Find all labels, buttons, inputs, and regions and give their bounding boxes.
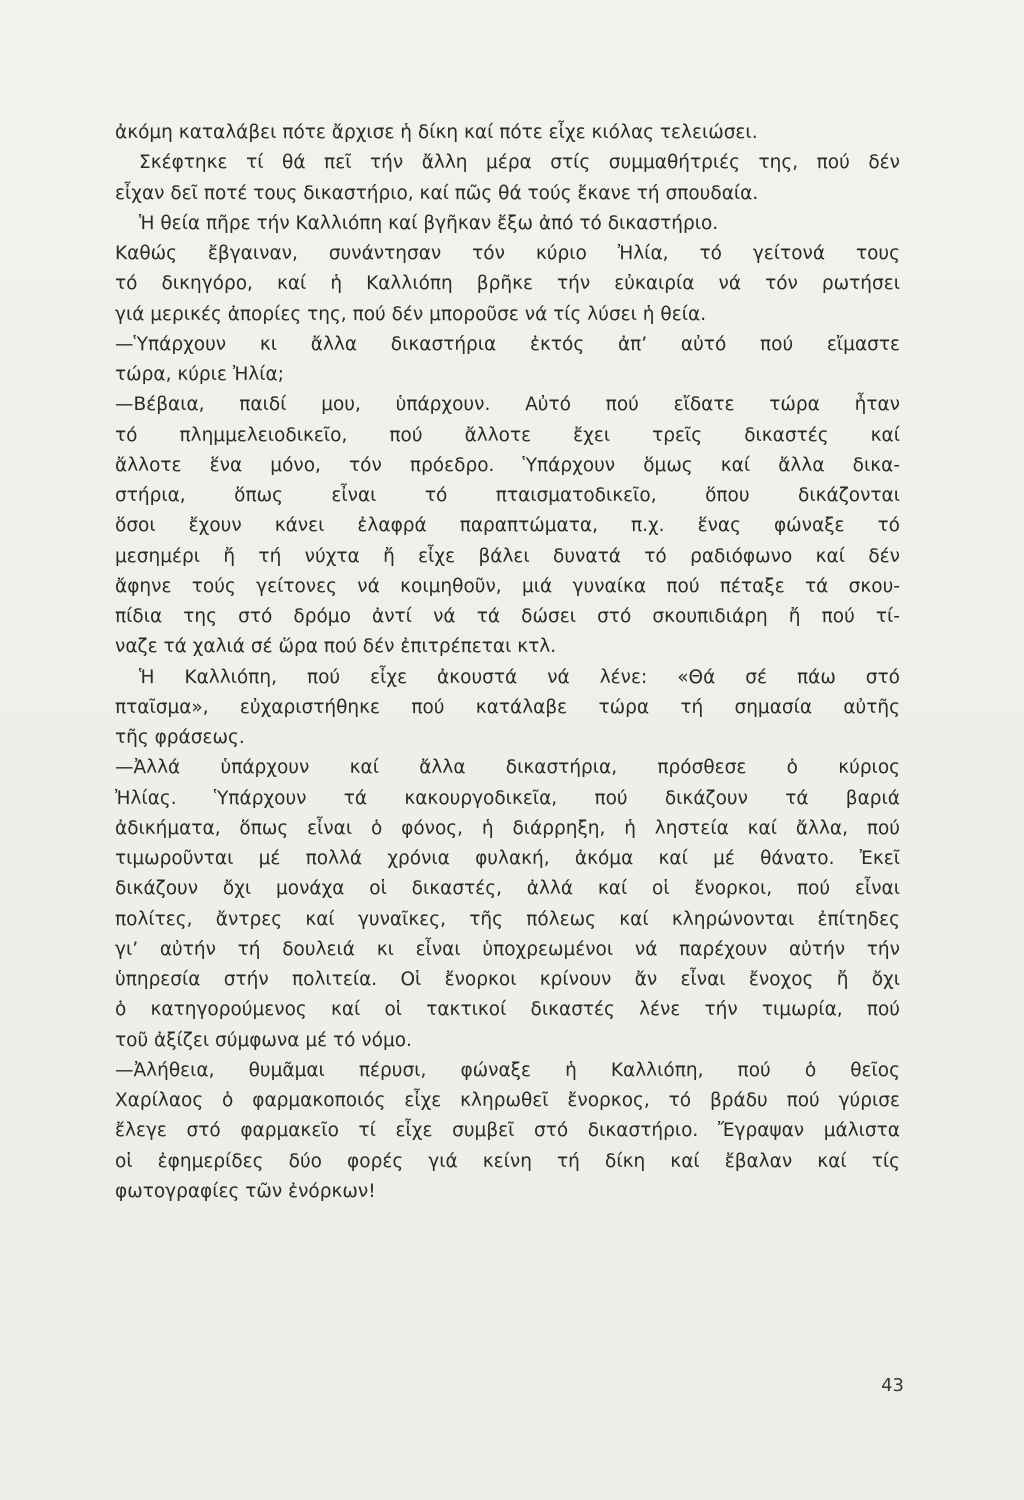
text-line: στήρια, ὅπως εἶναι τό πταισματοδικεῖο, ὅπου δικάζονται (115, 485, 900, 506)
text-line: —Ὑπάρχουν κι ἄλλα δικαστήρια ἐκτός ἀπ’ αὐτό πού εἴμαστε (115, 333, 900, 355)
text-line: τώρα, κύριε Ἠλία; (115, 364, 284, 385)
text-line: —Ἀλλά ὑπάρχουν καί ἄλλα δικαστήρια, πρόσθεσε ὁ κύριος (115, 757, 900, 779)
text-line: τῆς φράσεως. (115, 727, 245, 748)
text-line: τό πλημμελειοδικεῖο, πού ἄλλοτε ἔχει τρεῖς δικαστές καί (115, 424, 900, 446)
text-line: ὅσοι ἔχουν κάνει ἐλαφρά παραπτώματα, π.χ. ἕνας φώναξε τό (115, 515, 900, 537)
text-line: δικάζουν ὄχι μονάχα οἱ δικαστές, ἀλλά καί οἱ ἔνορκοι, πού εἶναι (115, 878, 900, 900)
text-line: εἶχαν δεῖ ποτέ τους δικαστήριο, καί πῶς θά τούς ἔκανε τή σπουδαία. (115, 182, 759, 204)
text-line: —Ἀλήθεια, θυμᾶμαι πέρυσι, φώναξε ἡ Καλλιόπη, πού ὁ θεῖος (115, 1059, 900, 1081)
text-line: γι’ αὐτήν τή δουλειά κι εἶναι ὑποχρεωμένοι νά παρέχουν αὐτήν τήν (115, 938, 900, 960)
text-line: πολίτες, ἄντρες καί γυναῖκες, τῆς πόλεως καί κληρώνονται ἐπίτηδες (115, 908, 900, 930)
text-line: τό δικηγόρο, καί ἡ Καλλιόπη βρῆκε τήν εὐκαιρία νά τόν ρωτήσει (115, 273, 900, 295)
text-line: ἄλλοτε ἕνα μόνο, τόν πρόεδρο. Ὑπάρχουν ὅμως καί ἄλλα δικα- (115, 454, 900, 476)
text-line: γιά μερικές ἀπορίες της, πού δέν μποροῦσε νά τίς λύσει ἡ θεία. (115, 303, 707, 325)
text-line: ἀδικήματα, ὅπως εἶναι ὁ φόνος, ἡ διάρρηξη, ἡ ληστεία καί ἄλλα, πού (115, 817, 900, 839)
text-line: μεσημέρι ἤ τή νύχτα ἤ εἶχε βάλει δυνατά τό ραδιόφωνο καί δέν (115, 545, 900, 567)
text-line: οἱ ἐφημερίδες δύο φορές γιά κείνη τή δίκη καί ἔβαλαν καί τίς (115, 1150, 900, 1172)
text-line: Καθώς ἔβγαιναν, συνάντησαν τόν κύριο Ἠλία, τό γείτονά τους (115, 243, 900, 264)
text-line: ἔλεγε στό φαρμακεῖο τί εἶχε συμβεῖ στό δικαστήριο. Ἔγραψαν μάλιστα (115, 1120, 900, 1142)
page-body-text (115, 118, 900, 1207)
text-line: —Βέβαια, παιδί μου, ὑπάρχουν. Αὐτό πού εἴδατε τώρα ἦταν (115, 394, 900, 416)
text-line: Ἡ Καλλιόπη, πού εἶχε ἀκουστά νά λένε: «Θά σέ πάω στό (139, 666, 900, 688)
text-line: Σκέφτηκε τί θά πεῖ τήν ἄλλη μέρα στίς συμμαθήτριές της, πού δέν (139, 152, 900, 174)
text-line: ὁ κατηγορούμενος καί οἱ τακτικοί δικαστές λένε τήν τιμωρία, πού (115, 999, 900, 1021)
text-line: φωτογραφίες τῶν ἐνόρκων! (115, 1180, 376, 1202)
text-line: ἀκόμη καταλάβει πότε ἄρχισε ἡ δίκη καί πότε εἶχε κιόλας τελειώσει. (115, 122, 758, 143)
text-line: ὑπηρεσία στήν πολιτεία. Οἱ ἔνορκοι κρίνουν ἄν εἶναι ἔνοχος ἤ ὄχι (115, 969, 900, 990)
text-line: Ἡ θεία πῆρε τήν Καλλιόπη καί βγῆκαν ἔξω ἀπό τό δικαστήριο. (139, 212, 719, 234)
text-line: τιμωροῦνται μέ πολλά χρόνια φυλακή, ἀκόμα καί μέ θάνατο. Ἐκεῖ (115, 848, 900, 869)
text-line: Χαρίλαος ὁ φαρμακοποιός εἶχε κληρωθεῖ ἔνορκος, τό βράδυ πού γύρισε (115, 1090, 900, 1111)
text-line: πίδια της στό δρόμο ἀντί νά τά δώσει στό σκουπιδιάρη ἤ πού τί- (115, 606, 900, 627)
text-line: τοῦ ἀξίζει σύμφωνα μέ τό νόμο. (115, 1029, 412, 1051)
text-line: ἄφηνε τούς γείτονες νά κοιμηθοῦν, μιά γυναίκα πού πέταξε τά σκου- (115, 575, 900, 597)
text-line: ναζε τά χαλιά σέ ὥρα πού δέν ἐπιτρέπεται κτλ. (115, 636, 557, 658)
text-line: Ἠλίας. Ὑπάρχουν τά κακουργοδικεῖα, πού δικάζουν τά βαριά (115, 787, 900, 809)
text-line: πταῖσμα», εὐχαριστήθηκε πού κατάλαβε τώρα τή σημασία αὐτῆς (115, 696, 900, 718)
page-number: 43 (881, 1375, 904, 1396)
